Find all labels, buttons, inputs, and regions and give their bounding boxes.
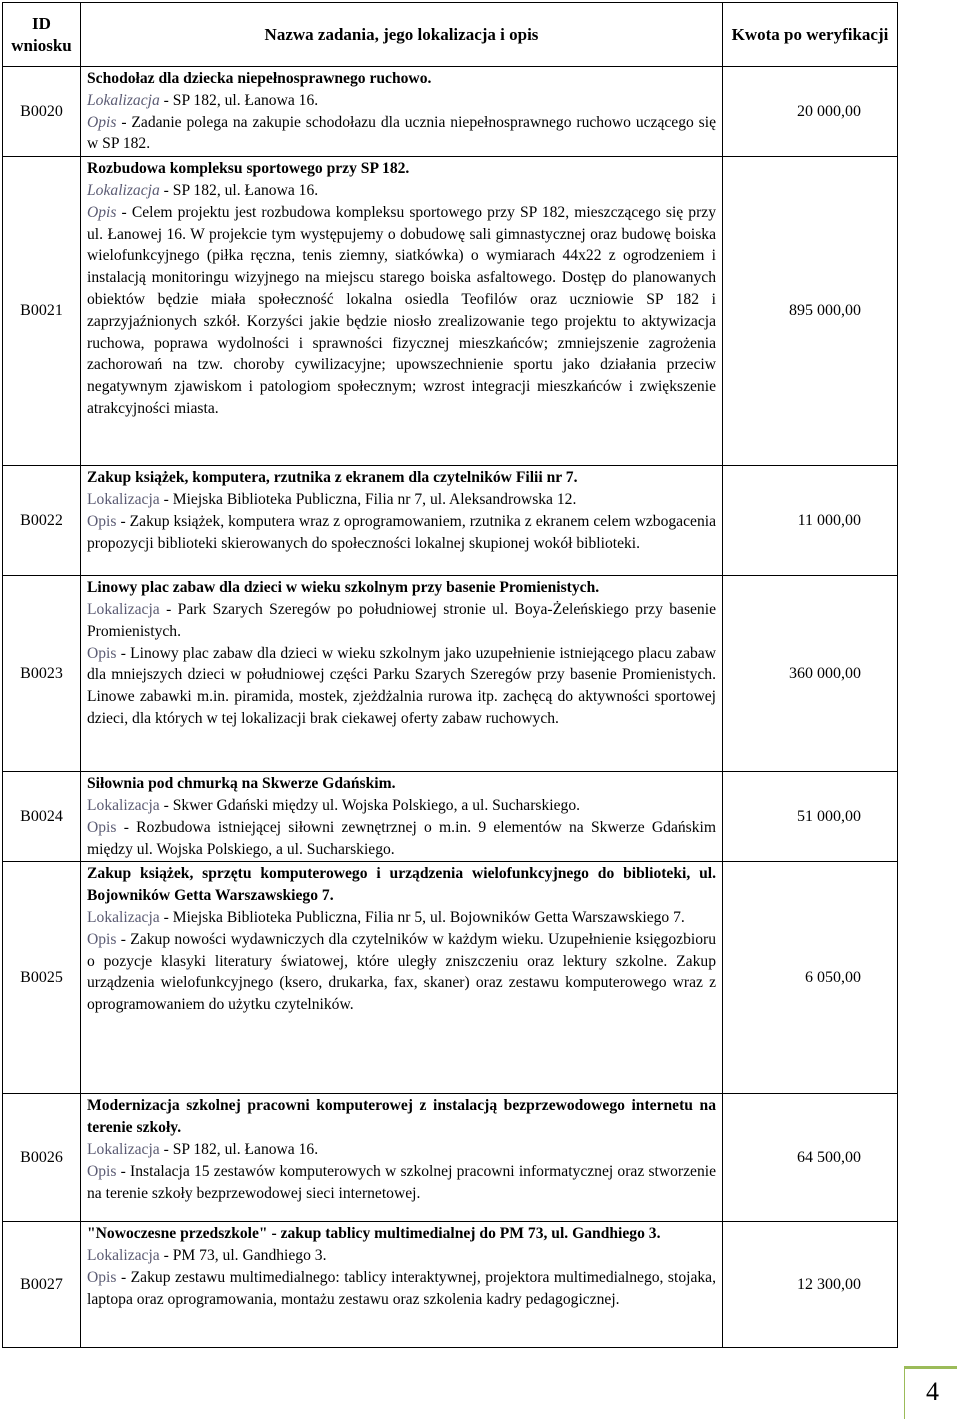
- header-row: [3, 3, 898, 67]
- row-amount: 64 500,00: [723, 1094, 898, 1222]
- row-amount: 51 000,00: [723, 772, 898, 862]
- opis-label: Opis: [87, 512, 117, 530]
- row-location: [87, 90, 716, 112]
- opis-label: Opis: [87, 644, 117, 662]
- row-opis: [87, 1267, 716, 1311]
- table-row: [3, 862, 898, 1094]
- location-label: Lokalizacja: [87, 1247, 160, 1265]
- location-label: Lokalizacja: [87, 490, 160, 508]
- row-amount: 895 000,00: [723, 157, 898, 466]
- table-row: [3, 466, 898, 576]
- row-opis: [87, 202, 716, 420]
- row-opis: [87, 1161, 716, 1205]
- row-title: Siłownia pod chmurką na Skwerze Gdańskim.: [87, 775, 396, 793]
- location-text: - Miejska Biblioteka Publiczna, Filia nr 5, ul. Bojowników Getta Warszawskiego 7.: [159, 908, 685, 926]
- table-row: [3, 772, 898, 862]
- row-description: [81, 466, 723, 576]
- row-location: [87, 1245, 716, 1267]
- row-title: Rozbudowa kompleksu sportowego przy SP 182.: [87, 160, 410, 178]
- location-text: - SP 182, ul. Łanowa 16.: [159, 1140, 319, 1158]
- row-amount: 360 000,00: [723, 576, 898, 772]
- opis-text: - Zadanie polega na zakupie schodołazu dla ucznia niepełnosprawnego ruchowo uczącego się w SP 182.: [87, 113, 716, 153]
- opis-text: - Rozbudowa istniejącej siłowni zewnętrznej o m.in. 9 elementów na Skwerze Gdańskim między ul. Wojska Polskiego, a ul. Sucharskiego.: [87, 818, 716, 858]
- page-number-box: [904, 1366, 957, 1419]
- opis-label: Opis: [87, 203, 117, 221]
- row-title: Zakup książek, komputera, rzutnika z ekranem dla czytelników Filii nr 7.: [87, 469, 578, 487]
- page-number: 4: [926, 1377, 939, 1406]
- row-id: B0026: [3, 1094, 81, 1222]
- table-row: [3, 576, 898, 772]
- row-title: Modernizacja szkolnej pracowni komputerowej z instalacją bezprzewodowego internetu na terenie szkoły.: [87, 1097, 716, 1137]
- row-location: [87, 180, 716, 202]
- row-id: B0020: [3, 67, 81, 157]
- opis-text: - Celem projektu jest rozbudowa kompleksu sportowego przy SP 182, mieszczącego się przy ul. Łanowej 16. W projekcie tym występujemy o dobudowę sali gimnastycznej oraz budowę boiska wielofunkcyjnego (piłka ręczna, tenis ziemny, siatkówka) o wymiarach 44x22 z ogrodzeniem i instalacją monitoringu wizyjnego na miejscu starego boiska asfaltowego. Dostęp do planowanych obiektów będzie miała społeczność lokalna osiedla Teofilów oraz uczniowie SP 182 i zaprzyjaźnionych szkół. Korzyści jakie będzie niosło zrealizowanie tego projektu to aktywizacja ruchowa, poprawa wydolności i sprawności fizycznej mieszkańców; zmniejszenie zagrożenia zachorowań na tzw. choroby cywilizacyjne; upowszechnienie sportu jako działania przeciw negatywnym zjawiskom i patologiom społecznym; wzrost integracji mieszkańców i zwiększenie atrakcyjności miasta.: [87, 203, 716, 417]
- row-title: Schodołaz dla dziecka niepełnosprawnego ruchowo.: [87, 70, 432, 87]
- location-text: - Skwer Gdański między ul. Wojska Polskiego, a ul. Sucharskiego.: [159, 796, 581, 814]
- opis-label: Opis: [87, 818, 117, 836]
- row-id: B0027: [3, 1222, 81, 1348]
- row-location: [87, 795, 716, 817]
- opis-label: Opis: [87, 113, 117, 131]
- row-location: [87, 599, 716, 643]
- opis-text: - Zakup książek, komputera wraz z oprogramowaniem, rzutnika z ekranem celem wzbogacenia propozycji biblioteki skierowanych do społeczności lokalnej skupionej wokół biblioteki.: [87, 512, 716, 552]
- row-location: [87, 489, 716, 511]
- location-label: Lokalizacja: [87, 908, 160, 926]
- row-location: [87, 1139, 716, 1161]
- opis-text: - Linowy plac zabaw dla dzieci w wieku szkolnym jako uzupełnienie istniejącego placu zabaw dla mniejszych dzieci w południowej części Parku Szarych Szeregów przy basenie Promienistych. Linowe zabawki m.in. piramida, mostek, zjeżdżalnia rurowa itp. zachęcą do aktywności sportowej dzieci, dla których w tej lokalizacji brak ciekawej oferty zabaw ruchowych.: [87, 644, 716, 727]
- header-description: Nazwa zadania, jego lokalizacja i opis: [81, 3, 723, 67]
- opis-label: Opis: [87, 1268, 117, 1286]
- row-description: [81, 1222, 723, 1348]
- row-title: Linowy plac zabaw dla dzieci w wieku szkolnym przy basenie Promienistych.: [87, 579, 600, 597]
- row-description: [81, 1094, 723, 1222]
- table-row: [3, 67, 898, 157]
- budget-table: [2, 2, 898, 1348]
- row-opis: [87, 643, 716, 730]
- location-label: Lokalizacja: [87, 1140, 160, 1158]
- row-description: [81, 576, 723, 772]
- location-label: Lokalizacja: [87, 600, 160, 618]
- row-amount: 6 050,00: [723, 862, 898, 1094]
- location-text: - SP 182, ul. Łanowa 16.: [159, 181, 319, 199]
- location-label: Lokalizacja: [87, 796, 160, 814]
- row-id: B0022: [3, 466, 81, 576]
- opis-text: - Zakup nowości wydawniczych dla czytelników w każdym wieku. Uzupełnienie księgozbioru o pozycje klasyki literatury światowej, które uległy zniszczeniu oraz lektury szkolne. Zakup urządzenia wielofunkcyjnego (ksero, drukarka, fax, skaner) oraz zestawu komputerowego wraz z oprogramowaniem do użytku czytelników.: [87, 930, 716, 1014]
- row-amount: 12 300,00: [723, 1222, 898, 1348]
- row-opis: [87, 511, 716, 555]
- location-text: - PM 73, ul. Gandhiego 3.: [159, 1247, 327, 1265]
- row-id: B0024: [3, 772, 81, 862]
- opis-label: Opis: [87, 930, 117, 948]
- row-description: [81, 67, 723, 157]
- row-description: [81, 772, 723, 862]
- row-id: B0021: [3, 157, 81, 466]
- row-amount: 20 000,00: [723, 67, 898, 157]
- row-description: [81, 862, 723, 1094]
- table-row: [3, 1094, 898, 1222]
- table-row: [3, 157, 898, 466]
- header-id: ID wniosku: [3, 3, 81, 67]
- location-text: - SP 182, ul. Łanowa 16.: [159, 91, 319, 109]
- location-label: Lokalizacja: [87, 91, 160, 109]
- row-location: [87, 907, 716, 929]
- header-amount: Kwota po weryfikacji: [723, 3, 898, 67]
- opis-text: - Instalacja 15 zestawów komputerowych w szkolnej pracowni informatycznej oraz stworzenie na terenie szkoły bezprzewodowej sieci internetowej.: [87, 1162, 716, 1202]
- row-title: "Nowoczesne przedszkole" - zakup tablicy multimedialnej do PM 73, ul. Gandhiego 3.: [87, 1225, 661, 1243]
- table-row: [3, 1222, 898, 1348]
- row-opis: [87, 929, 716, 1016]
- row-opis: [87, 112, 716, 156]
- row-title: Zakup książek, sprzętu komputerowego i urządzenia wielofunkcyjnego do biblioteki, ul. Bojowników Getta Warszawskiego 7.: [87, 865, 716, 905]
- row-id: B0025: [3, 862, 81, 1094]
- location-label: Lokalizacja: [87, 181, 160, 199]
- row-id: B0023: [3, 576, 81, 772]
- location-text: - Park Szarych Szeregów po południowej stronie ul. Boya-Żeleńskiego przy basenie Promienistych.: [87, 600, 716, 640]
- row-opis: [87, 817, 716, 861]
- row-description: [81, 157, 723, 466]
- row-amount: 11 000,00: [723, 466, 898, 576]
- location-text: - Miejska Biblioteka Publiczna, Filia nr 7, ul. Aleksandrowska 12.: [159, 490, 577, 508]
- opis-label: Opis: [87, 1162, 117, 1180]
- opis-text: - Zakup zestawu multimedialnego: tablicy interaktywnej, projektora multimedialnego, stojaka, laptopa oraz oprogramowania, montażu zestawu oraz szkolenia kadry pedagogicznej.: [87, 1268, 716, 1308]
